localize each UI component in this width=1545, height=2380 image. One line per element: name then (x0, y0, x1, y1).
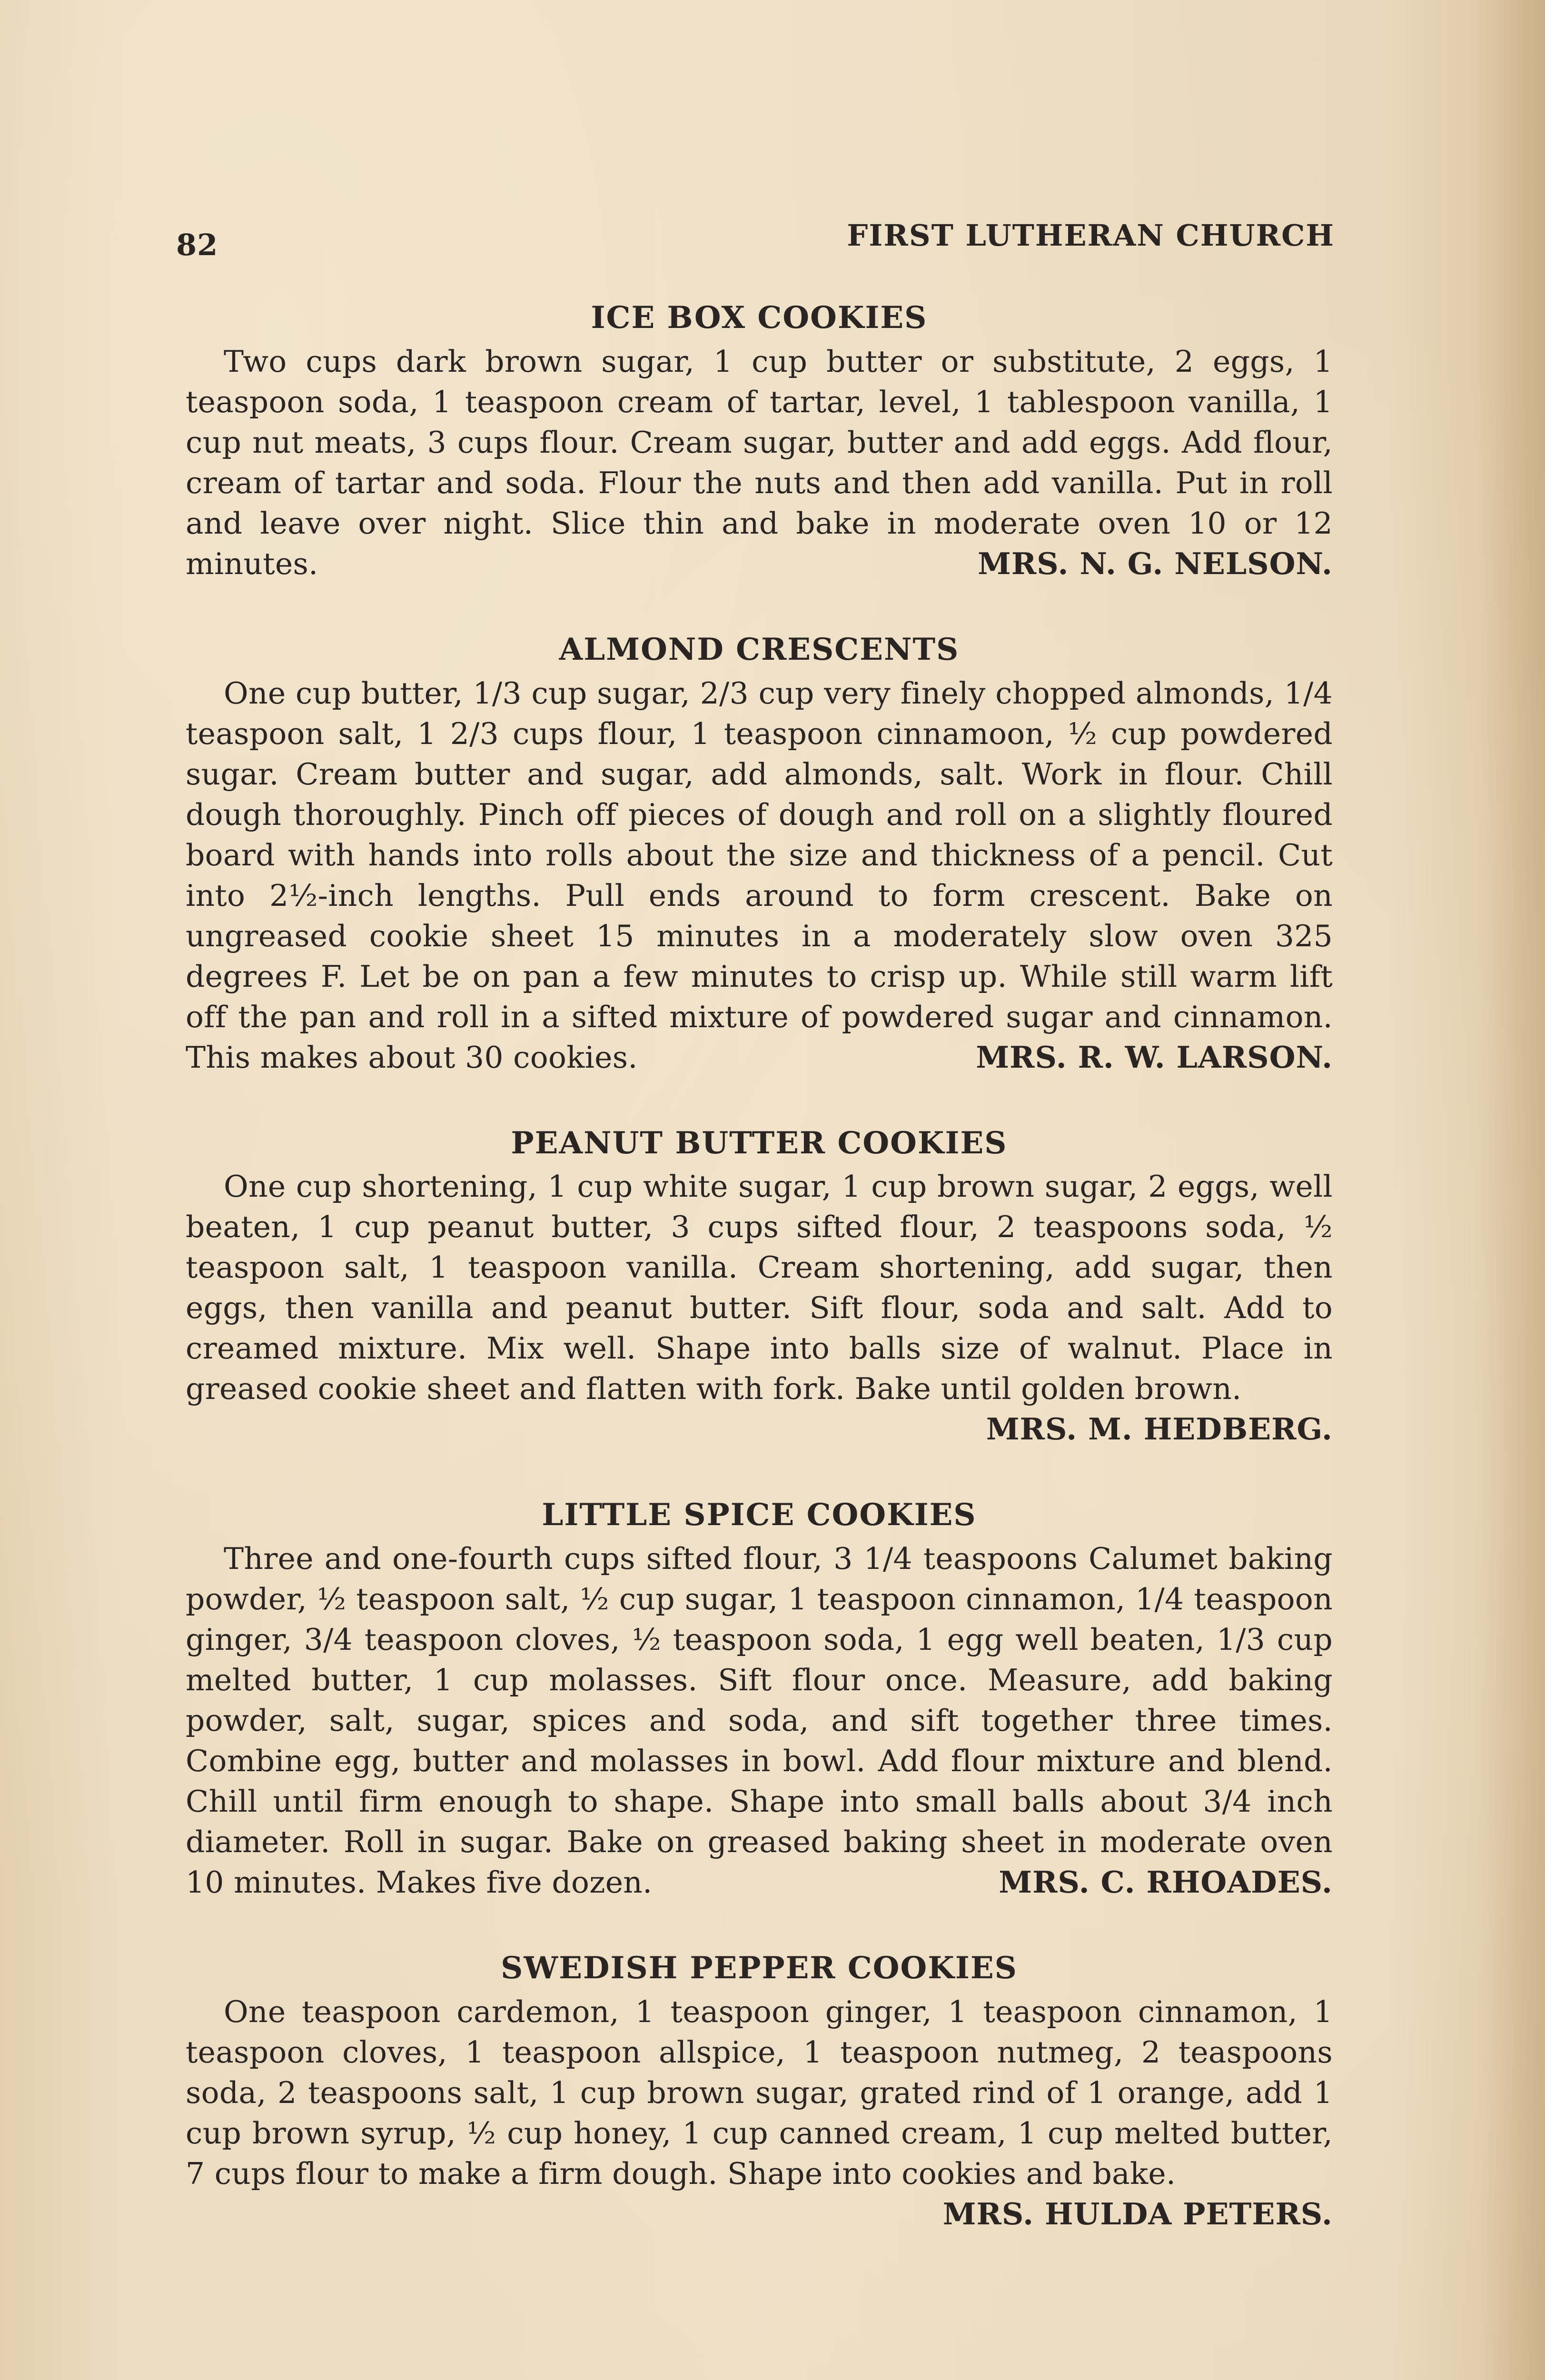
recipe-list (186, 300, 1333, 2282)
recipe-author: MRS. M. HEDBERG. (986, 1411, 1333, 1447)
recipe-peanut-butter-cookies (186, 1125, 1333, 1450)
recipe-text: One teaspoon cardemon, 1 teaspoon ginger, 1 teaspoon cinnamon, 1 teaspoon cloves, 1 teaspoon allspice, 1 teaspoon nutmeg, 2 teaspoons soda, 2 teaspoons salt, 1 cup brown sugar, grated rind of 1 orange, add 1 cup brown syrup, ½ cup honey, 1 cup canned cream, 1 cup melted butter, 7 cups flour to make a firm dough. Shape into cookies and bake. (186, 1994, 1333, 2191)
recipe-title: ICE BOX COOKIES (591, 300, 928, 336)
recipe-body (186, 1538, 1333, 1903)
recipe-text: One cup butter, 1/3 cup sugar, 2/3 cup very finely chopped almonds, 1/4 teaspoon salt, 1 2/3 cups flour, 1 teaspoon cinnamoon, ½ cup powdered sugar. Cream butter and sugar, add almonds, salt. Work in flour. Chill dough thoroughly. Pinch off pieces of dough and roll on a slightly floured board with hands into rolls about the size and thickness of a pencil. Cut into 2½-inch lengths. Pull ends around to form crescent. Bake on ungreased cookie sheet 15 minutes in a moderately slow oven 325 degrees F. Let be on pan a few minutes to crisp up. While still warm lift off the pan and roll in a sifted mixture of powdered sugar and cinnamon. This makes about 30 cookies. (186, 675, 1333, 1075)
recipe-author: MRS. HULDA PETERS. (942, 2196, 1333, 2231)
recipe-ice-box-cookies (186, 300, 1333, 584)
recipe-title: PEANUT BUTTER COOKIES (511, 1125, 1008, 1161)
recipe-text: One cup shortening, 1 cup white sugar, 1 cup brown sugar, 2 eggs, well beaten, 1 cup peanut butter, 3 cups sifted flour, 2 teaspoons soda, ½ teaspoon salt, 1 teaspoon vanilla. Cream shortening, add sugar, then eggs, then vanilla and peanut butter. Sift flour, soda and salt. Add to creamed mixture. Mix well. Shape into balls size of walnut. Place in greased cookie sheet and flatten with fork. Bake until golden brown. (186, 1169, 1333, 1407)
running-title: FIRST LUTHERAN CHURCH (847, 218, 1335, 253)
page-number: 82 (176, 228, 218, 262)
recipe-swedish-pepper-cookies (186, 1950, 1333, 2234)
recipe-body (186, 1992, 1333, 2231)
recipe-author: MRS. C. RHOADES. (999, 1864, 1333, 1900)
recipe-body (186, 341, 1333, 584)
recipe-title: LITTLE SPICE COOKIES (542, 1497, 977, 1533)
recipe-author: MRS. N. G. NELSON. (978, 545, 1333, 581)
recipe-author: MRS. R. W. LARSON. (976, 1039, 1333, 1075)
recipe-little-spice-cookies (186, 1497, 1333, 1903)
recipe-body (186, 673, 1333, 1078)
page-edge-shadow (1478, 0, 1545, 2380)
recipe-almond-crescents (186, 632, 1333, 1078)
recipe-text: Two cups dark brown sugar, 1 cup butter or substitute, 2 eggs, 1 teaspoon soda, 1 teaspoon cream of tartar, level, 1 tablespoon vanilla, 1 cup nut meats, 3 cups flour. Cream sugar, butter and add eggs. Add flour, cream of tartar and soda. Flour the nuts and then add vanilla. Put in roll and leave over night. Slice thin and bake in moderate oven 10 or 12 minutes. (186, 344, 1333, 581)
recipe-title: SWEDISH PEPPER COOKIES (501, 1950, 1018, 1986)
recipe-body (186, 1166, 1333, 1447)
recipe-text: Three and one-fourth cups sifted flour, 3 1/4 teaspoons Calumet baking powder, ½ teaspoon salt, ½ cup sugar, 1 teaspoon cinnamon, 1/4 teaspoon ginger, 3/4 teaspoon cloves, ½ teaspoon soda, 1 egg well beaten, 1/3 cup melted butter, 1 cup molasses. Sift flour once. Measure, add baking powder, salt, sugar, spices and soda, and sift together three times. Combine egg, butter and molasses in bowl. Add flour mixture and blend. Chill until firm enough to shape. Shape into small balls about 3/4 inch diameter. Roll in sugar. Bake on greased baking sheet in moderate oven 10 minutes. Makes five dozen. (186, 1541, 1333, 1900)
recipe-title: ALMOND CRESCENTS (559, 631, 960, 667)
